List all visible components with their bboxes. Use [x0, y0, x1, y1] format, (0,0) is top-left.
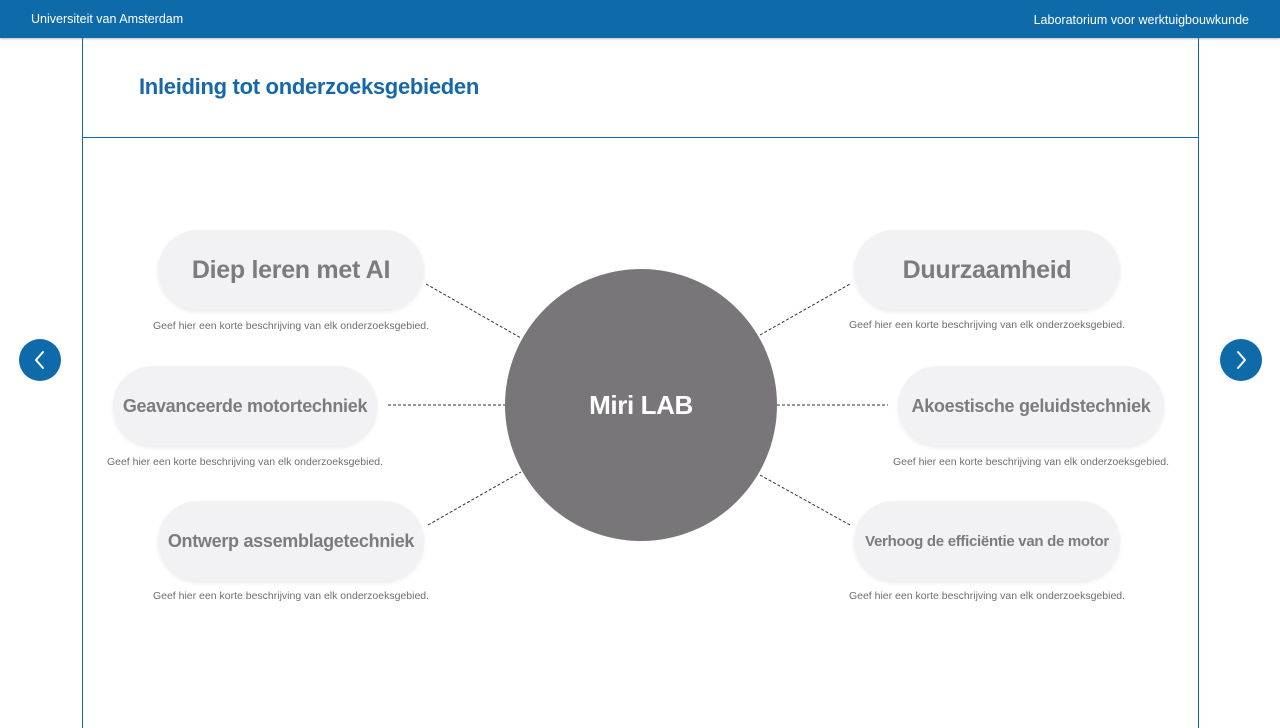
research-area-title: Verhoog de efficiëntie van de motor: [865, 532, 1109, 550]
research-area-assemblage: [158, 501, 424, 581]
research-area-description: Geef hier een korte beschrijving van elk onderzoeksgebied.: [848, 319, 1126, 331]
research-area-title: Ontwerp assemblagetechniek: [167, 530, 415, 551]
connector-efficientie: [760, 475, 850, 525]
research-area-title: Akoestische geluidstechniek: [911, 395, 1151, 416]
research-area-diep-leren: [158, 230, 424, 310]
hub-label: Miri LAB: [589, 389, 693, 420]
university-name: Universiteit van Amsterdam: [31, 12, 184, 26]
research-area-description: Geef hier een korte beschrijving van elk onderzoeksgebied.: [106, 456, 384, 468]
chevron-right-icon: [1220, 339, 1262, 381]
research-area-title: Diep leren met AI: [191, 255, 391, 284]
connector-diep-leren: [426, 284, 521, 338]
research-area-title: Duurzaamheid: [902, 255, 1072, 284]
research-area-description: Geef hier een korte beschrijving van elk onderzoeksgebied.: [848, 590, 1126, 602]
research-area-description: Geef hier een korte beschrijving van elk onderzoeksgebied.: [152, 590, 430, 602]
connector-assemblage: [428, 472, 521, 525]
page-title: Inleiding tot onderzoeksgebieden: [139, 74, 479, 99]
connector-duurzaamheid: [760, 284, 850, 335]
research-area-description: Geef hier een korte beschrijving van elk onderzoeksgebied.: [892, 456, 1170, 468]
research-area-akoestiek: [898, 366, 1164, 446]
research-area-motortechniek: [113, 366, 377, 446]
lab-name: Laboratorium voor werktuigbouwkunde: [1033, 13, 1249, 27]
research-area-efficientie: [854, 501, 1120, 581]
center-hub: [505, 269, 777, 541]
research-area-description: Geef hier een korte beschrijving van elk onderzoeksgebied.: [152, 320, 430, 332]
research-area-title: Geavanceerde motortechniek: [122, 395, 368, 416]
next-slide-button[interactable]: [1220, 339, 1262, 381]
previous-slide-button[interactable]: [19, 339, 61, 381]
chevron-left-icon: [19, 339, 61, 381]
research-area-duurzaamheid: [854, 230, 1120, 310]
